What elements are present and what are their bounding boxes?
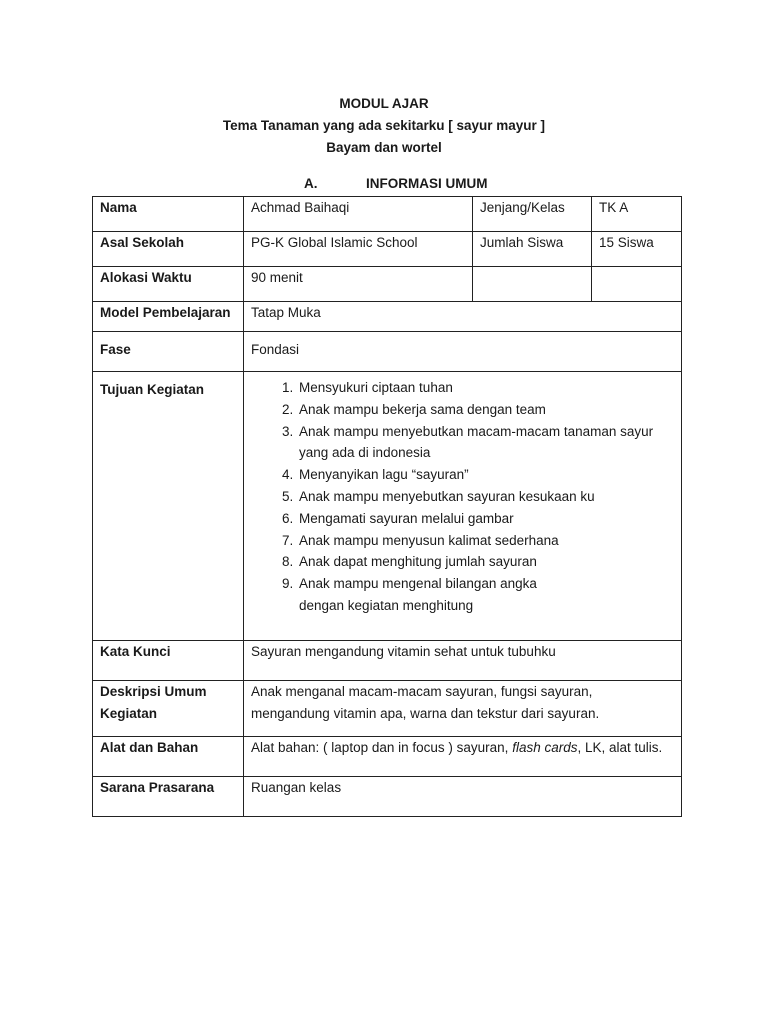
alat-bahan-label: Alat dan Bahan xyxy=(93,737,244,777)
section-letter: A. xyxy=(304,176,318,191)
deskripsi-label xyxy=(93,681,244,737)
table-row xyxy=(93,641,682,681)
fase-value: Fondasi xyxy=(244,332,682,372)
table-row xyxy=(93,232,682,267)
deskripsi-value: Anak menganal macam-macam sayuran, fungsi sayuran, mengandung vitamin apa, warna dan tekstur dari sayuran. xyxy=(244,681,682,737)
deskripsi-label-line1: Deskripsi Umum xyxy=(100,684,207,699)
section-title: INFORMASI UMUM xyxy=(366,176,488,191)
list-item: 7. Anak mampu menyusun kalimat sederhana xyxy=(297,530,674,552)
asal-sekolah-label: Asal Sekolah xyxy=(93,232,244,267)
model-pembelajaran-label: Model Pembelajaran xyxy=(93,302,244,332)
jenjang-value: TK A xyxy=(592,197,682,232)
nama-value: Achmad Baihaqi xyxy=(244,197,473,232)
table-row xyxy=(93,737,682,777)
alat-bahan-text-1: Alat bahan: ( laptop dan in focus ) sayuran, xyxy=(251,740,509,755)
title-block xyxy=(0,93,768,159)
alat-bahan-text-2: , LK, alat tulis. xyxy=(577,740,663,755)
empty-cell xyxy=(473,267,592,302)
list-item: 9. Anak mampu mengenal bilangan angka dengan kegiatan menghitung xyxy=(297,573,674,617)
table-row xyxy=(93,372,682,641)
kata-kunci-label: Kata Kunci xyxy=(93,641,244,681)
nama-label: Nama xyxy=(93,197,244,232)
table-row xyxy=(93,777,682,817)
alokasi-waktu-label: Alokasi Waktu xyxy=(93,267,244,302)
model-pembelajaran-value: Tatap Muka xyxy=(244,302,682,332)
list-item: 1. Mensyukuri ciptaan tuhan xyxy=(297,377,674,399)
deskripsi-label-line2: Kegiatan xyxy=(100,706,158,721)
table-row xyxy=(93,197,682,232)
document-theme: Tema Tanaman yang ada sekitarku [ sayur mayur ] xyxy=(222,118,546,133)
tujuan-kegiatan-label: Tujuan Kegiatan xyxy=(93,372,244,641)
fase-label: Fase xyxy=(93,332,244,372)
list-item: 8. Anak dapat menghitung jumlah sayuran xyxy=(297,551,674,573)
document-title: MODUL AJAR xyxy=(339,96,429,111)
tujuan-kegiatan-cell xyxy=(244,372,682,641)
info-table xyxy=(92,196,682,817)
list-item: 3. Anak mampu menyebutkan macam-macam tanaman sayur yang ada di indonesia xyxy=(297,421,674,465)
document-subtitle: Bayam dan wortel xyxy=(326,140,442,155)
tujuan-kegiatan-list xyxy=(251,377,674,617)
alat-bahan-value xyxy=(244,737,682,777)
list-item: 4. Menyanyikan lagu “sayuran” xyxy=(297,464,674,486)
kata-kunci-value: Sayuran mengandung vitamin sehat untuk tubuhku xyxy=(244,641,682,681)
empty-cell xyxy=(592,267,682,302)
list-item: 5. Anak mampu menyebutkan sayuran kesukaan ku xyxy=(297,486,674,508)
asal-sekolah-value: PG-K Global Islamic School xyxy=(244,232,473,267)
table-row xyxy=(93,332,682,372)
list-item: 2. Anak mampu bekerja sama dengan team xyxy=(297,399,674,421)
table-row xyxy=(93,681,682,737)
table-row xyxy=(93,302,682,332)
alat-bahan-italic: flash cards xyxy=(512,740,578,755)
jumlah-siswa-label: Jumlah Siswa xyxy=(473,232,592,267)
alokasi-waktu-value: 90 menit xyxy=(244,267,473,302)
sarana-prasarana-label: Sarana Prasarana xyxy=(93,777,244,817)
jumlah-siswa-value: 15 Siswa xyxy=(592,232,682,267)
sarana-prasarana-value: Ruangan kelas xyxy=(244,777,682,817)
list-item: 6. Mengamati sayuran melalui gambar xyxy=(297,508,674,530)
table-row xyxy=(93,267,682,302)
jenjang-label: Jenjang/Kelas xyxy=(473,197,592,232)
section-heading xyxy=(304,176,488,191)
